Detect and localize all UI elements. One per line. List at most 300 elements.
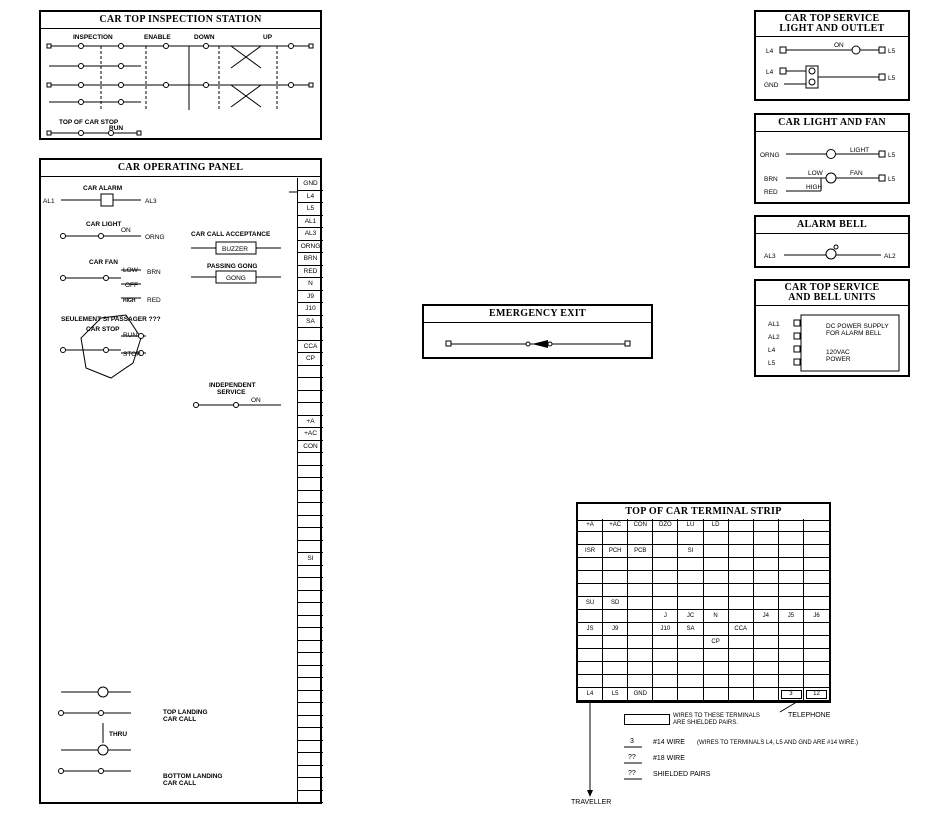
top-landing-line1: TOP LANDING <box>163 709 208 716</box>
terminal-strip-cell <box>603 649 628 662</box>
cop-terminal-cell <box>298 766 323 779</box>
cop-terminal-cell <box>298 391 323 404</box>
terminal-strip-cell <box>653 532 678 545</box>
terminal-strip-cell <box>779 597 804 610</box>
terminal-strip-cell <box>653 571 678 584</box>
car-stop-stop: STOP <box>123 351 141 358</box>
terminal-strip-cell <box>754 584 779 597</box>
ac-power-line1: 120VAC <box>826 349 850 356</box>
terminal-strip-cell <box>779 649 804 662</box>
car-top-service-light-title-line1: CAR TOP SERVICE <box>784 13 880 24</box>
terminal-strip-cell <box>603 584 628 597</box>
cop-terminal-cell: N <box>298 278 323 291</box>
cop-terminal-cell: CON <box>298 441 323 454</box>
cop-terminal-cell: AL3 <box>298 228 323 241</box>
terminal-strip-cell <box>804 584 829 597</box>
cop-terminal-cell: SI <box>298 553 323 566</box>
cop-terminal-cell <box>298 453 323 466</box>
terminal-strip-cell <box>603 558 628 571</box>
terminal-strip-cell <box>754 545 779 558</box>
terminal-strip-cell <box>729 649 754 662</box>
cop-terminal-cell <box>298 366 323 379</box>
cop-terminal-cell <box>298 466 323 479</box>
cop-terminal-cell: AL1 <box>298 216 323 229</box>
independent-service-on: ON <box>251 397 261 404</box>
cop-terminal-cell: BRN <box>298 253 323 266</box>
terminal-strip-row <box>578 623 829 636</box>
car-top-service-bell-title-line1: CAR TOP SERVICE <box>784 282 880 293</box>
terminal-strip-cell <box>653 649 678 662</box>
car-light-on: ON <box>121 227 131 234</box>
cop-terminal-cell <box>298 641 323 654</box>
cop-terminal-cell <box>298 578 323 591</box>
car-fan-off: OFF <box>125 282 138 289</box>
car-light-fan-fan: FAN <box>850 170 863 177</box>
buzzer-label: BUZZER <box>222 246 248 253</box>
terminal-strip-cell <box>578 571 603 584</box>
terminal-strip-cell <box>779 545 804 558</box>
terminal-strip-cell: CCA <box>729 623 754 636</box>
terminal-strip-cell: SD <box>603 597 628 610</box>
cop-terminal-cell <box>298 666 323 679</box>
car-top-service-bell-title-line2: AND BELL UNITS <box>788 292 876 303</box>
wire14-mark: 3 <box>630 738 634 745</box>
run-label: RUN <box>109 125 124 132</box>
terminal-strip-cell <box>804 558 829 571</box>
cop-terminal-cell <box>298 566 323 579</box>
terminal-strip-cell <box>754 649 779 662</box>
terminal-strip-cell <box>729 675 754 688</box>
car-top-service-bell-schematic <box>756 305 908 377</box>
terminal-strip-cell <box>578 636 603 649</box>
terminal-strip-cell: GND <box>628 688 653 701</box>
terminal-strip-cell <box>804 571 829 584</box>
terminal-strip-row <box>578 636 829 649</box>
car-light-fan-light: LIGHT <box>850 147 870 154</box>
car-light-and-fan-title: CAR LIGHT AND FAN <box>756 115 908 132</box>
terminal-strip-cell <box>804 623 829 636</box>
terminal-strip-cell <box>754 675 779 688</box>
cop-terminal-cell <box>298 791 323 804</box>
passing-gong-label: PASSING GONG <box>207 263 258 270</box>
terminal-strip-cell <box>603 571 628 584</box>
terminal-strip-cell <box>628 558 653 571</box>
wire14-note: (WIRES TO TERMINALS L4, L5 AND GND ARE #14 WIRE.) <box>697 740 859 746</box>
terminal-strip-cell <box>779 662 804 675</box>
terminal-strip-cell <box>653 545 678 558</box>
terminal-strip-cell <box>704 545 729 558</box>
cop-terminal-cell: +A <box>298 416 323 429</box>
thru-label: THRU <box>109 731 128 738</box>
terminal-strip-cell <box>603 636 628 649</box>
terminal-strip-row <box>578 688 829 701</box>
terminal-strip-row <box>578 558 829 571</box>
emergency-exit-panel <box>422 304 653 359</box>
car-fan-red: RED <box>147 297 161 304</box>
terminal-strip-cell <box>804 662 829 675</box>
terminal-strip-cell <box>653 688 678 701</box>
cop-terminal-cell <box>298 328 323 341</box>
traveller-label: TRAVELLER <box>571 799 612 806</box>
car-fan-brn: BRN <box>147 269 161 276</box>
svc-light-l5-a: L5 <box>888 48 896 55</box>
car-light-fan-brn: BRN <box>764 176 778 183</box>
car-light-fan-red: RED <box>764 189 778 196</box>
shielded-legend-box <box>624 714 670 725</box>
independent-service-line1: INDEPENDENT <box>209 382 256 389</box>
car-top-service-light-panel <box>754 10 910 101</box>
bottom-landing-line2: CAR CALL <box>163 780 197 787</box>
terminal-strip-cell: SU <box>578 597 603 610</box>
terminal-strip-cell: J4 <box>754 610 779 623</box>
bell-unit-terminal-2: L4 <box>768 347 776 354</box>
shielded-label: SHIELDED PAIRS <box>653 771 711 778</box>
car-light-fan-low: LOW <box>808 170 823 177</box>
terminal-strip-cell <box>678 532 703 545</box>
terminal-strip-cell <box>678 636 703 649</box>
terminal-strip-cell <box>704 584 729 597</box>
cop-terminal-cell <box>298 716 323 729</box>
terminal-strip-cell <box>653 636 678 649</box>
terminal-strip-row <box>578 545 829 558</box>
cop-terminal-cell: RED <box>298 266 323 279</box>
terminal-strip-cell <box>729 532 754 545</box>
terminal-strip-cell <box>628 636 653 649</box>
terminal-strip-cell <box>754 519 779 532</box>
terminal-strip-cell: JS <box>578 623 603 636</box>
wire18-label: #18 WIRE <box>653 755 685 762</box>
terminal-strip-cell <box>779 584 804 597</box>
cop-terminal-cell: J10 <box>298 303 323 316</box>
terminal-strip-cell: PCB <box>628 545 653 558</box>
terminal-strip-cell <box>603 610 628 623</box>
terminal-strip-cell <box>678 558 703 571</box>
cop-terminal-cell <box>298 528 323 541</box>
cop-terminal-cell: CP <box>298 353 323 366</box>
terminal-strip-cell: N <box>704 610 729 623</box>
terminal-strip-cell <box>628 610 653 623</box>
car-light-and-fan-schematic <box>756 133 908 204</box>
terminal-strip-cell <box>804 545 829 558</box>
cop-terminal-cell <box>298 403 323 416</box>
alarm-bell-schematic <box>756 235 908 268</box>
terminal-strip-cell <box>704 688 729 701</box>
terminal-strip-cell <box>729 597 754 610</box>
terminal-strip-cell <box>678 662 703 675</box>
emergency-exit-schematic <box>424 324 651 359</box>
svc-light-l5-b: L5 <box>888 75 896 82</box>
cop-terminal-cell <box>298 691 323 704</box>
terminal-strip-cell <box>678 688 703 701</box>
terminal-strip-cell: DZO <box>653 519 678 532</box>
terminal-strip-cell <box>779 532 804 545</box>
alarm-bell-left: AL3 <box>764 253 776 260</box>
terminal-strip-cell: SI <box>678 545 703 558</box>
telephone-label: TELEPHONE <box>788 712 831 719</box>
terminal-strip-cell <box>804 636 829 649</box>
wire18-mark: ?? <box>628 754 636 761</box>
terminal-strip-cell <box>779 636 804 649</box>
shielded-legend-line2: ARE SHIELDED PAIRS. <box>673 720 738 726</box>
independent-service-line2: SERVICE <box>217 389 246 396</box>
terminal-strip-cell <box>704 623 729 636</box>
terminal-strip-cell <box>779 571 804 584</box>
cop-terminal-cell <box>298 778 323 791</box>
terminal-strip-cell <box>704 558 729 571</box>
shielded-mark: ?? <box>628 770 636 777</box>
car-operating-title: CAR OPERATING PANEL <box>41 160 320 177</box>
cop-terminal-cell: SA <box>298 316 323 329</box>
terminal-strip-grid <box>576 519 831 703</box>
terminal-strip-cell <box>779 623 804 636</box>
terminal-strip-cell <box>804 597 829 610</box>
terminal-strip-cell <box>628 649 653 662</box>
terminal-strip-cell: J10 <box>653 623 678 636</box>
terminal-strip-cell <box>754 662 779 675</box>
car-fan-low: LOW <box>123 267 138 274</box>
terminal-strip-cell <box>628 675 653 688</box>
up-label: UP <box>263 34 273 41</box>
car-alarm-label: CAR ALARM <box>83 185 123 192</box>
terminal-strip-cell <box>653 662 678 675</box>
car-operating-schematic <box>41 178 297 803</box>
terminal-strip-cell <box>678 584 703 597</box>
car-light-fan-l5-b: L5 <box>888 176 896 183</box>
cop-terminal-cell: CCA <box>298 341 323 354</box>
terminal-strip-cell <box>653 597 678 610</box>
terminal-strip-cell <box>754 623 779 636</box>
shielded-legend-text <box>673 713 760 727</box>
terminal-strip-cell <box>729 662 754 675</box>
inspection-label: INSPECTION <box>73 34 113 41</box>
terminal-strip-cell <box>804 519 829 532</box>
terminal-strip-cell <box>754 558 779 571</box>
terminal-strip-cell <box>754 636 779 649</box>
terminal-strip-cell <box>578 558 603 571</box>
car-stop-run: RUN <box>123 332 138 339</box>
gong-label: GONG <box>226 275 246 282</box>
terminal-strip-row <box>578 675 829 688</box>
car-operating-terminal-column <box>297 178 323 802</box>
cop-terminal-cell <box>298 728 323 741</box>
car-top-service-bell-title <box>756 281 908 306</box>
alarm-bell-panel <box>754 215 910 268</box>
car-call-acceptance-label: CAR CALL ACCEPTANCE <box>191 231 271 238</box>
car-top-service-light-schematic <box>756 36 908 102</box>
terminal-strip-cell <box>754 688 779 701</box>
cop-terminal-cell: J9 <box>298 291 323 304</box>
terminal-strip-row <box>578 532 829 545</box>
terminal-strip-cell: J9 <box>603 623 628 636</box>
car-light-fan-high: HIGH <box>806 184 823 191</box>
car-top-service-light-title-line2: LIGHT AND OUTLET <box>779 23 885 34</box>
svc-light-gnd: GND <box>764 82 779 89</box>
cop-terminal-cell <box>298 478 323 491</box>
enable-label: ENABLE <box>144 34 171 41</box>
terminal-strip-cell <box>628 532 653 545</box>
terminal-strip-cell: LD <box>704 519 729 532</box>
terminal-strip-cell: +AC <box>603 519 628 532</box>
terminal-strip-cell <box>578 649 603 662</box>
cop-terminal-cell <box>298 378 323 391</box>
terminal-strip-cell <box>704 571 729 584</box>
cop-terminal-cell <box>298 741 323 754</box>
cop-terminal-cell: ORNG <box>298 241 323 254</box>
terminal-strip-cell <box>653 584 678 597</box>
alarm-bell-right: AL2 <box>884 253 896 260</box>
terminal-strip-cell: CON <box>628 519 653 532</box>
car-light-orng: ORNG <box>145 234 165 241</box>
terminal-strip-cell: PCH <box>603 545 628 558</box>
cop-terminal-cell <box>298 491 323 504</box>
terminal-strip-cell <box>704 675 729 688</box>
terminal-strip-cell <box>628 597 653 610</box>
car-fan-label: CAR FAN <box>89 259 118 266</box>
terminal-strip-cell <box>729 636 754 649</box>
terminal-strip-row <box>578 662 829 675</box>
terminal-strip-cell <box>779 519 804 532</box>
svc-light-on: ON <box>834 42 844 49</box>
car-light-fan-l5-a: L5 <box>888 152 896 159</box>
car-top-service-bell-panel <box>754 279 910 377</box>
terminal-strip-cell <box>628 584 653 597</box>
terminal-strip-cell: 3 <box>779 688 804 701</box>
car-light-and-fan-panel <box>754 113 910 204</box>
cop-terminal-cell: GND <box>298 178 323 191</box>
terminal-strip-cell <box>653 675 678 688</box>
terminal-strip-cell <box>678 571 703 584</box>
terminal-strip-cell: L4 <box>578 688 603 701</box>
terminal-strip-cell <box>578 675 603 688</box>
cop-terminal-cell <box>298 653 323 666</box>
terminal-strip-cell: L5 <box>603 688 628 701</box>
terminal-strip-cell <box>603 532 628 545</box>
terminal-strip-cell <box>754 532 779 545</box>
cop-terminal-cell <box>298 628 323 641</box>
car-stop-label: CAR STOP <box>86 326 120 333</box>
terminal-strip-row <box>578 610 829 623</box>
terminal-strip-cell: J6 <box>804 610 829 623</box>
cop-terminal-cell <box>298 591 323 604</box>
car-fan-high: HIGH <box>123 298 136 304</box>
bell-unit-terminal-3: L5 <box>768 360 776 367</box>
shielded-legend-line1: WIRES TO THESE TERMINALS <box>673 713 760 719</box>
terminal-strip-cell <box>678 675 703 688</box>
alarm-bell-title: ALARM BELL <box>756 217 908 234</box>
terminal-strip-cell <box>729 584 754 597</box>
terminal-strip-cell <box>729 545 754 558</box>
terminal-strip-cell: J5 <box>779 610 804 623</box>
bell-unit-terminal-0: AL1 <box>768 321 780 328</box>
terminal-strip-cell: J <box>653 610 678 623</box>
terminal-strip-cell <box>603 675 628 688</box>
car-operating-panel <box>39 158 322 804</box>
car-top-inspection-title: CAR TOP INSPECTION STATION <box>41 12 320 29</box>
top-of-car-stop-label: TOP OF CAR STOP <box>59 119 119 126</box>
terminal-strip-cell <box>754 571 779 584</box>
cop-terminal-cell <box>298 703 323 716</box>
bottom-landing-line1: BOTTOM LANDING <box>163 773 223 780</box>
terminal-strip-cell: SA <box>678 623 703 636</box>
bell-unit-terminal-1: AL2 <box>768 334 780 341</box>
terminal-strip-cell <box>804 649 829 662</box>
terminal-strip-cell <box>603 662 628 675</box>
terminal-strip-cell: JC <box>678 610 703 623</box>
cop-terminal-cell <box>298 603 323 616</box>
terminal-strip-cell <box>628 662 653 675</box>
cop-terminal-cell <box>298 541 323 554</box>
dc-power-line1: DC POWER SUPPLY <box>826 323 889 330</box>
cop-terminal-cell <box>298 503 323 516</box>
cop-terminal-cell: +AC <box>298 428 323 441</box>
terminal-strip-cell <box>704 532 729 545</box>
cop-terminal-cell <box>298 753 323 766</box>
terminal-strip-cell <box>729 519 754 532</box>
terminal-strip-cell <box>704 649 729 662</box>
terminal-strip-row <box>578 597 829 610</box>
cop-terminal-cell: L5 <box>298 203 323 216</box>
terminal-strip-cell <box>578 584 603 597</box>
car-top-service-light-title <box>756 12 908 37</box>
svc-light-l4-b: L4 <box>766 69 774 76</box>
car-alarm-left: AL1 <box>43 198 55 205</box>
terminal-strip-cell: +A <box>578 519 603 532</box>
car-light-label: CAR LIGHT <box>86 221 122 228</box>
terminal-strip-cell: LU <box>678 519 703 532</box>
car-top-inspection-schematic <box>41 30 320 140</box>
terminal-strip-cell <box>729 610 754 623</box>
terminal-strip-cell: CP <box>704 636 729 649</box>
terminal-strip-cell <box>578 662 603 675</box>
terminal-strip-cell <box>628 623 653 636</box>
terminal-strip-cell <box>704 597 729 610</box>
terminal-strip-cell <box>729 558 754 571</box>
terminal-strip-title: TOP OF CAR TERMINAL STRIP <box>625 506 782 517</box>
cop-terminal-cell <box>298 516 323 529</box>
terminal-strip-cell <box>578 610 603 623</box>
emergency-exit-title: EMERGENCY EXIT <box>424 306 651 323</box>
terminal-strip-cell <box>729 571 754 584</box>
terminal-strip-cell <box>804 532 829 545</box>
terminal-strip-row <box>578 584 829 597</box>
terminal-strip-row <box>578 519 829 532</box>
top-landing-line2: CAR CALL <box>163 716 197 723</box>
svc-light-l4-a: L4 <box>766 48 774 55</box>
wire14-label: #14 WIRE <box>653 739 685 746</box>
dc-power-line2: FOR ALARM BELL <box>826 330 882 337</box>
terminal-strip-cell: ISR <box>578 545 603 558</box>
down-label: DOWN <box>194 34 215 41</box>
terminal-strip-cell <box>678 649 703 662</box>
terminal-strip-cell <box>678 597 703 610</box>
terminal-strip-cell <box>779 558 804 571</box>
cop-terminal-cell <box>298 616 323 629</box>
terminal-strip-cell: 12 <box>804 688 829 701</box>
terminal-strip-cell <box>804 675 829 688</box>
terminal-strip-cell <box>628 571 653 584</box>
cop-terminal-cell: L4 <box>298 191 323 204</box>
terminal-strip-cell <box>578 532 603 545</box>
terminal-strip-cell <box>754 597 779 610</box>
car-stop-note: SEULEMENT SI PASSAGER ??? <box>61 316 161 323</box>
terminal-strip-cell <box>653 558 678 571</box>
car-top-inspection-panel <box>39 10 322 140</box>
terminal-strip-cell <box>729 688 754 701</box>
car-light-fan-orng: ORNG <box>760 152 780 159</box>
cop-terminal-cell <box>298 678 323 691</box>
terminal-strip-cell <box>704 662 729 675</box>
terminal-strip-cell <box>779 675 804 688</box>
